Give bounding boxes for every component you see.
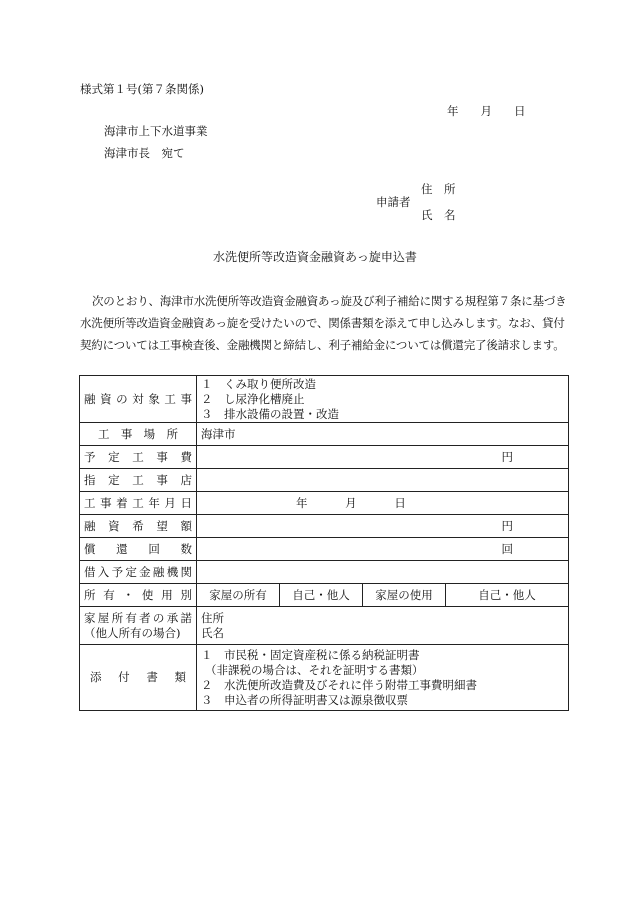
contractor-field [197, 469, 569, 492]
target-work-options [197, 376, 569, 423]
attachments-label: 添 付 書 類 [80, 645, 197, 711]
application-table [79, 375, 569, 711]
attachment-item: （非課税の場合は、それを証明する書類） [205, 662, 424, 677]
house-user-label: 家屋の使用 [363, 584, 446, 607]
house-user-value: 自己・他人 [446, 584, 569, 607]
repayment-label: 償 還 回 数 [80, 538, 197, 561]
date-day: 日 [514, 104, 526, 118]
date-line [447, 106, 548, 118]
ownership-label: 所 有 ・ 使 用 別 [80, 584, 197, 607]
estimated-cost-field: 円 [197, 446, 569, 469]
owner-consent-fields [197, 607, 569, 645]
applicant-label: 申請者 [376, 195, 411, 209]
house-owner-label: 家屋の所有 [197, 584, 280, 607]
target-work-option: １ くみ取り便所改造 [201, 376, 316, 391]
attachment-item: ２ 水洗便所改造費及びそれに伴う附帯工事費明細書 [201, 677, 477, 692]
document-title: 水洗便所等改造資金融資あっ旋申込書 [213, 250, 417, 264]
applicant-name-label: 氏 名 [421, 208, 456, 222]
applicant-address-label: 住 所 [421, 182, 456, 196]
table-row [80, 645, 569, 711]
site-value: 海津市 [197, 423, 569, 446]
start-date-label: 工 事 着 工 年 月 日 [80, 492, 197, 515]
date-year: 年 [447, 104, 459, 118]
table-row [80, 538, 569, 561]
table-row [80, 423, 569, 446]
loan-amount-field: 円 [197, 515, 569, 538]
bank-field [197, 561, 569, 584]
start-year: 年 [296, 495, 308, 510]
table-row [80, 515, 569, 538]
repayment-field: 回 [197, 538, 569, 561]
start-day: 日 [394, 495, 406, 510]
start-date-field [197, 492, 569, 515]
attachment-item: １ 市民税・固定資産税に係る納税証明書 [201, 647, 420, 662]
table-row [80, 469, 569, 492]
table-row [80, 376, 569, 423]
table-row [80, 584, 569, 607]
table-row [80, 561, 569, 584]
table-row [80, 446, 569, 469]
bank-label: 借 入 予 定 金 融 機 関 [80, 561, 197, 584]
estimated-cost-label: 予 定 工 事 費 [80, 446, 197, 469]
start-month: 月 [345, 495, 357, 510]
attachments-list [197, 645, 569, 711]
form-number: 様式第１号(第７条関係) [80, 82, 204, 96]
target-work-option: ２ し尿浄化槽廃止 [201, 391, 305, 406]
contractor-label: 指 定 工 事 店 [80, 469, 197, 492]
date-month: 月 [480, 104, 492, 118]
table-row [80, 607, 569, 645]
consent-name-label: 氏名 [201, 625, 224, 640]
addressee-line-1: 海津市上下水道事業 [104, 124, 208, 138]
target-work-option: ３ 排水設備の設置・改造 [201, 406, 339, 421]
consent-address-label: 住所 [201, 610, 224, 625]
loan-amount-label: 融 資 希 望 額 [80, 515, 197, 538]
table-row [80, 492, 569, 515]
addressee-line-2: 海津市長 宛て [104, 146, 185, 160]
owner-consent-note: （他人所有の場合) [84, 625, 181, 640]
owner-consent-label: 家 屋 所 有 者 の 承 諾 （他人所有の場合) [80, 607, 197, 645]
target-work-label: 融 資 の 対 象 工 事 [80, 376, 197, 423]
site-label: 工 事 場 所 [80, 423, 197, 446]
intro-paragraph: 次のとおり、海津市水洗便所等改造資金融資あっ旋及び利子補給に関する規程第７条に基づき水洗便所等改造資金融資あっ旋を受けたいので、関係書類を添えて申し込みします。なお、貸付契約については工事検査後、金融機関と締結し、利子補給金については償還完了後請求します。 [80, 294, 567, 352]
attachment-item: ３ 申込者の所得証明書又は源泉徴収票 [201, 692, 408, 707]
house-owner-value: 自己・他人 [280, 584, 363, 607]
